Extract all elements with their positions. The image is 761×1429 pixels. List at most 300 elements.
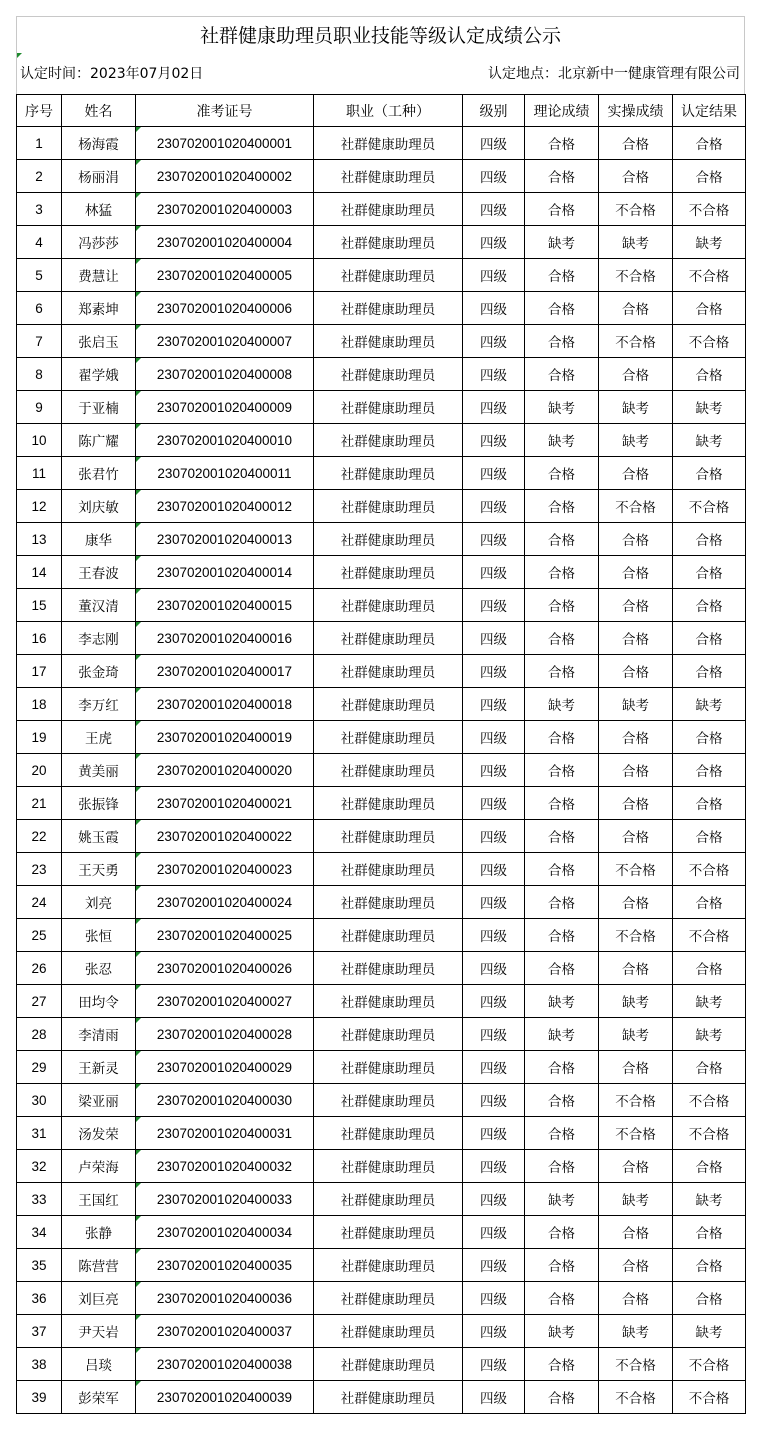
cell-seq[interactable]: 39 bbox=[17, 1381, 62, 1414]
cell-theory[interactable]: 合格 bbox=[525, 127, 599, 160]
header-theory[interactable]: 理论成绩 bbox=[525, 95, 599, 127]
cell-practice[interactable]: 合格 bbox=[599, 886, 673, 919]
cell-theory[interactable]: 合格 bbox=[525, 952, 599, 985]
cell-name[interactable]: 张君竹 bbox=[62, 457, 136, 490]
cell-practice[interactable]: 缺考 bbox=[599, 424, 673, 457]
cell-result[interactable]: 缺考 bbox=[673, 424, 746, 457]
cell-ticket-no[interactable]: 230702001020400036 bbox=[136, 1282, 314, 1315]
cell-occupation[interactable]: 社群健康助理员 bbox=[314, 1249, 463, 1282]
cell-name[interactable]: 董汉清 bbox=[62, 589, 136, 622]
title-cell[interactable] bbox=[16, 16, 745, 52]
cell-theory[interactable]: 合格 bbox=[525, 589, 599, 622]
cell-name[interactable]: 张振锋 bbox=[62, 787, 136, 820]
cell-occupation[interactable]: 社群健康助理员 bbox=[314, 490, 463, 523]
cell-theory[interactable]: 合格 bbox=[525, 523, 599, 556]
cell-ticket-no[interactable]: 230702001020400032 bbox=[136, 1150, 314, 1183]
header-level[interactable]: 级别 bbox=[463, 95, 525, 127]
cell-ticket-no[interactable]: 230702001020400038 bbox=[136, 1348, 314, 1381]
cell-ticket-no[interactable]: 230702001020400019 bbox=[136, 721, 314, 754]
cell-seq[interactable]: 3 bbox=[17, 193, 62, 226]
cell-seq[interactable]: 28 bbox=[17, 1018, 62, 1051]
cell-seq[interactable]: 2 bbox=[17, 160, 62, 193]
cell-theory[interactable]: 合格 bbox=[525, 1051, 599, 1084]
cell-name[interactable]: 王国红 bbox=[62, 1183, 136, 1216]
cell-ticket-no[interactable]: 230702001020400003 bbox=[136, 193, 314, 226]
cell-name[interactable]: 汤发荣 bbox=[62, 1117, 136, 1150]
cell-occupation[interactable]: 社群健康助理员 bbox=[314, 1150, 463, 1183]
cell-occupation[interactable]: 社群健康助理员 bbox=[314, 919, 463, 952]
cell-ticket-no[interactable]: 230702001020400005 bbox=[136, 259, 314, 292]
cell-practice[interactable]: 合格 bbox=[599, 1150, 673, 1183]
cell-seq[interactable]: 12 bbox=[17, 490, 62, 523]
cell-theory[interactable]: 合格 bbox=[525, 160, 599, 193]
cell-result[interactable]: 合格 bbox=[673, 754, 746, 787]
cell-ticket-no[interactable]: 230702001020400027 bbox=[136, 985, 314, 1018]
cell-theory[interactable]: 合格 bbox=[525, 556, 599, 589]
cell-result[interactable]: 合格 bbox=[673, 556, 746, 589]
cell-practice[interactable]: 合格 bbox=[599, 1282, 673, 1315]
cell-occupation[interactable]: 社群健康助理员 bbox=[314, 754, 463, 787]
cell-result[interactable]: 不合格 bbox=[673, 919, 746, 952]
cell-seq[interactable]: 35 bbox=[17, 1249, 62, 1282]
cell-name[interactable]: 彭荣军 bbox=[62, 1381, 136, 1414]
cell-seq[interactable]: 5 bbox=[17, 259, 62, 292]
cell-level[interactable]: 四级 bbox=[463, 1216, 525, 1249]
cell-theory[interactable]: 缺考 bbox=[525, 226, 599, 259]
cell-level[interactable]: 四级 bbox=[463, 1282, 525, 1315]
cell-ticket-no[interactable]: 230702001020400034 bbox=[136, 1216, 314, 1249]
cell-theory[interactable]: 合格 bbox=[525, 721, 599, 754]
cell-result[interactable]: 合格 bbox=[673, 1150, 746, 1183]
cell-result[interactable]: 合格 bbox=[673, 655, 746, 688]
cell-theory[interactable]: 缺考 bbox=[525, 688, 599, 721]
cell-seq[interactable]: 27 bbox=[17, 985, 62, 1018]
cell-theory[interactable]: 合格 bbox=[525, 292, 599, 325]
exam-place[interactable]: 认定地点：北京新中一健康管理有限公司 bbox=[488, 66, 740, 82]
cell-level[interactable]: 四级 bbox=[463, 358, 525, 391]
cell-result[interactable]: 合格 bbox=[673, 1216, 746, 1249]
cell-result[interactable]: 合格 bbox=[673, 787, 746, 820]
cell-level[interactable]: 四级 bbox=[463, 1018, 525, 1051]
cell-result[interactable]: 合格 bbox=[673, 1249, 746, 1282]
cell-result[interactable]: 合格 bbox=[673, 952, 746, 985]
cell-theory[interactable]: 缺考 bbox=[525, 1018, 599, 1051]
cell-theory[interactable]: 合格 bbox=[525, 358, 599, 391]
cell-occupation[interactable]: 社群健康助理员 bbox=[314, 622, 463, 655]
cell-result[interactable]: 不合格 bbox=[673, 325, 746, 358]
header-ticket-no[interactable]: 准考证号 bbox=[136, 95, 314, 127]
cell-level[interactable]: 四级 bbox=[463, 1315, 525, 1348]
cell-name[interactable]: 李志刚 bbox=[62, 622, 136, 655]
cell-name[interactable]: 刘庆敏 bbox=[62, 490, 136, 523]
cell-occupation[interactable]: 社群健康助理员 bbox=[314, 1183, 463, 1216]
cell-level[interactable]: 四级 bbox=[463, 655, 525, 688]
cell-ticket-no[interactable]: 230702001020400009 bbox=[136, 391, 314, 424]
cell-level[interactable]: 四级 bbox=[463, 589, 525, 622]
cell-level[interactable]: 四级 bbox=[463, 754, 525, 787]
cell-occupation[interactable]: 社群健康助理员 bbox=[314, 358, 463, 391]
cell-result[interactable]: 不合格 bbox=[673, 193, 746, 226]
cell-occupation[interactable]: 社群健康助理员 bbox=[314, 886, 463, 919]
cell-ticket-no[interactable]: 230702001020400001 bbox=[136, 127, 314, 160]
cell-seq[interactable]: 7 bbox=[17, 325, 62, 358]
cell-practice[interactable]: 不合格 bbox=[599, 853, 673, 886]
cell-theory[interactable]: 合格 bbox=[525, 490, 599, 523]
cell-seq[interactable]: 1 bbox=[17, 127, 62, 160]
cell-practice[interactable]: 缺考 bbox=[599, 391, 673, 424]
cell-occupation[interactable]: 社群健康助理员 bbox=[314, 160, 463, 193]
cell-occupation[interactable]: 社群健康助理员 bbox=[314, 853, 463, 886]
cell-seq[interactable]: 23 bbox=[17, 853, 62, 886]
cell-result[interactable]: 合格 bbox=[673, 457, 746, 490]
cell-name[interactable]: 张金琦 bbox=[62, 655, 136, 688]
cell-level[interactable]: 四级 bbox=[463, 259, 525, 292]
cell-level[interactable]: 四级 bbox=[463, 1183, 525, 1216]
cell-practice[interactable]: 合格 bbox=[599, 160, 673, 193]
cell-practice[interactable]: 合格 bbox=[599, 1216, 673, 1249]
cell-ticket-no[interactable]: 230702001020400026 bbox=[136, 952, 314, 985]
cell-theory[interactable]: 合格 bbox=[525, 193, 599, 226]
cell-ticket-no[interactable]: 230702001020400006 bbox=[136, 292, 314, 325]
cell-result[interactable]: 合格 bbox=[673, 820, 746, 853]
cell-result[interactable]: 不合格 bbox=[673, 1381, 746, 1414]
cell-theory[interactable]: 缺考 bbox=[525, 1315, 599, 1348]
cell-occupation[interactable]: 社群健康助理员 bbox=[314, 1051, 463, 1084]
cell-seq[interactable]: 19 bbox=[17, 721, 62, 754]
cell-name[interactable]: 杨海霞 bbox=[62, 127, 136, 160]
cell-practice[interactable]: 合格 bbox=[599, 754, 673, 787]
cell-occupation[interactable]: 社群健康助理员 bbox=[314, 1117, 463, 1150]
cell-name[interactable]: 李万红 bbox=[62, 688, 136, 721]
cell-practice[interactable]: 缺考 bbox=[599, 226, 673, 259]
cell-name[interactable]: 梁亚丽 bbox=[62, 1084, 136, 1117]
cell-level[interactable]: 四级 bbox=[463, 226, 525, 259]
cell-practice[interactable]: 合格 bbox=[599, 622, 673, 655]
cell-level[interactable]: 四级 bbox=[463, 457, 525, 490]
cell-occupation[interactable]: 社群健康助理员 bbox=[314, 1348, 463, 1381]
cell-level[interactable]: 四级 bbox=[463, 1051, 525, 1084]
cell-ticket-no[interactable]: 230702001020400025 bbox=[136, 919, 314, 952]
cell-practice[interactable]: 不合格 bbox=[599, 259, 673, 292]
cell-level[interactable]: 四级 bbox=[463, 292, 525, 325]
cell-level[interactable]: 四级 bbox=[463, 721, 525, 754]
cell-seq[interactable]: 34 bbox=[17, 1216, 62, 1249]
cell-seq[interactable]: 38 bbox=[17, 1348, 62, 1381]
cell-level[interactable]: 四级 bbox=[463, 886, 525, 919]
cell-level[interactable]: 四级 bbox=[463, 985, 525, 1018]
cell-level[interactable]: 四级 bbox=[463, 622, 525, 655]
cell-practice[interactable]: 不合格 bbox=[599, 193, 673, 226]
cell-practice[interactable]: 缺考 bbox=[599, 1183, 673, 1216]
cell-result[interactable]: 缺考 bbox=[673, 985, 746, 1018]
cell-result[interactable]: 缺考 bbox=[673, 688, 746, 721]
cell-name[interactable]: 田均令 bbox=[62, 985, 136, 1018]
cell-theory[interactable]: 合格 bbox=[525, 622, 599, 655]
cell-occupation[interactable]: 社群健康助理员 bbox=[314, 1018, 463, 1051]
cell-name[interactable]: 冯莎莎 bbox=[62, 226, 136, 259]
cell-seq[interactable]: 13 bbox=[17, 523, 62, 556]
cell-name[interactable]: 翟学娥 bbox=[62, 358, 136, 391]
cell-name[interactable]: 姚玉霞 bbox=[62, 820, 136, 853]
cell-seq[interactable]: 29 bbox=[17, 1051, 62, 1084]
cell-seq[interactable]: 36 bbox=[17, 1282, 62, 1315]
cell-level[interactable]: 四级 bbox=[463, 919, 525, 952]
cell-result[interactable]: 不合格 bbox=[673, 259, 746, 292]
cell-ticket-no[interactable]: 230702001020400030 bbox=[136, 1084, 314, 1117]
cell-theory[interactable]: 合格 bbox=[525, 259, 599, 292]
cell-result[interactable]: 缺考 bbox=[673, 1183, 746, 1216]
cell-result[interactable]: 合格 bbox=[673, 523, 746, 556]
cell-theory[interactable]: 合格 bbox=[525, 1249, 599, 1282]
cell-name[interactable]: 林猛 bbox=[62, 193, 136, 226]
cell-level[interactable]: 四级 bbox=[463, 325, 525, 358]
cell-ticket-no[interactable]: 230702001020400028 bbox=[136, 1018, 314, 1051]
cell-seq[interactable]: 22 bbox=[17, 820, 62, 853]
cell-result[interactable]: 合格 bbox=[673, 721, 746, 754]
cell-level[interactable]: 四级 bbox=[463, 1381, 525, 1414]
cell-theory[interactable]: 合格 bbox=[525, 820, 599, 853]
cell-practice[interactable]: 合格 bbox=[599, 721, 673, 754]
cell-seq[interactable]: 14 bbox=[17, 556, 62, 589]
cell-level[interactable]: 四级 bbox=[463, 1117, 525, 1150]
cell-practice[interactable]: 合格 bbox=[599, 655, 673, 688]
cell-occupation[interactable]: 社群健康助理员 bbox=[314, 1381, 463, 1414]
cell-result[interactable]: 缺考 bbox=[673, 1315, 746, 1348]
cell-ticket-no[interactable]: 230702001020400017 bbox=[136, 655, 314, 688]
cell-level[interactable]: 四级 bbox=[463, 952, 525, 985]
header-occupation[interactable]: 职业（工种） bbox=[314, 95, 463, 127]
cell-ticket-no[interactable]: 230702001020400039 bbox=[136, 1381, 314, 1414]
cell-occupation[interactable]: 社群健康助理员 bbox=[314, 193, 463, 226]
cell-practice[interactable]: 合格 bbox=[599, 358, 673, 391]
cell-theory[interactable]: 合格 bbox=[525, 1117, 599, 1150]
cell-theory[interactable]: 合格 bbox=[525, 919, 599, 952]
cell-theory[interactable]: 合格 bbox=[525, 754, 599, 787]
cell-name[interactable]: 尹天岩 bbox=[62, 1315, 136, 1348]
cell-theory[interactable]: 合格 bbox=[525, 1150, 599, 1183]
cell-occupation[interactable]: 社群健康助理员 bbox=[314, 325, 463, 358]
cell-theory[interactable]: 合格 bbox=[525, 655, 599, 688]
cell-theory[interactable]: 合格 bbox=[525, 457, 599, 490]
cell-practice[interactable]: 合格 bbox=[599, 1249, 673, 1282]
cell-name[interactable]: 费慧让 bbox=[62, 259, 136, 292]
cell-ticket-no[interactable]: 230702001020400021 bbox=[136, 787, 314, 820]
header-seq[interactable]: 序号 bbox=[17, 95, 62, 127]
cell-result[interactable]: 合格 bbox=[673, 292, 746, 325]
cell-ticket-no[interactable]: 230702001020400013 bbox=[136, 523, 314, 556]
header-name[interactable]: 姓名 bbox=[62, 95, 136, 127]
cell-name[interactable]: 吕琰 bbox=[62, 1348, 136, 1381]
cell-seq[interactable]: 10 bbox=[17, 424, 62, 457]
cell-occupation[interactable]: 社群健康助理员 bbox=[314, 1084, 463, 1117]
cell-occupation[interactable]: 社群健康助理员 bbox=[314, 985, 463, 1018]
cell-occupation[interactable]: 社群健康助理员 bbox=[314, 787, 463, 820]
cell-name[interactable]: 刘巨亮 bbox=[62, 1282, 136, 1315]
cell-practice[interactable]: 合格 bbox=[599, 523, 673, 556]
cell-practice[interactable]: 不合格 bbox=[599, 1348, 673, 1381]
cell-practice[interactable]: 缺考 bbox=[599, 688, 673, 721]
cell-occupation[interactable]: 社群健康助理员 bbox=[314, 952, 463, 985]
cell-name[interactable]: 陈营营 bbox=[62, 1249, 136, 1282]
cell-result[interactable]: 合格 bbox=[673, 589, 746, 622]
cell-name[interactable]: 于亚楠 bbox=[62, 391, 136, 424]
cell-result[interactable]: 合格 bbox=[673, 1282, 746, 1315]
cell-name[interactable]: 刘亮 bbox=[62, 886, 136, 919]
cell-seq[interactable]: 15 bbox=[17, 589, 62, 622]
cell-name[interactable]: 王天勇 bbox=[62, 853, 136, 886]
cell-seq[interactable]: 4 bbox=[17, 226, 62, 259]
cell-practice[interactable]: 合格 bbox=[599, 1051, 673, 1084]
cell-occupation[interactable]: 社群健康助理员 bbox=[314, 292, 463, 325]
cell-ticket-no[interactable]: 230702001020400023 bbox=[136, 853, 314, 886]
cell-result[interactable]: 合格 bbox=[673, 127, 746, 160]
cell-ticket-no[interactable]: 230702001020400020 bbox=[136, 754, 314, 787]
cell-practice[interactable]: 缺考 bbox=[599, 1315, 673, 1348]
cell-level[interactable]: 四级 bbox=[463, 127, 525, 160]
cell-ticket-no[interactable]: 230702001020400007 bbox=[136, 325, 314, 358]
cell-theory[interactable]: 合格 bbox=[525, 787, 599, 820]
cell-name[interactable]: 王新灵 bbox=[62, 1051, 136, 1084]
cell-seq[interactable]: 25 bbox=[17, 919, 62, 952]
cell-seq[interactable]: 6 bbox=[17, 292, 62, 325]
cell-ticket-no[interactable]: 230702001020400012 bbox=[136, 490, 314, 523]
cell-ticket-no[interactable]: 230702001020400022 bbox=[136, 820, 314, 853]
cell-name[interactable]: 张恒 bbox=[62, 919, 136, 952]
cell-occupation[interactable]: 社群健康助理员 bbox=[314, 391, 463, 424]
cell-practice[interactable]: 合格 bbox=[599, 952, 673, 985]
header-result[interactable]: 认定结果 bbox=[673, 95, 746, 127]
cell-name[interactable]: 卢荣海 bbox=[62, 1150, 136, 1183]
cell-level[interactable]: 四级 bbox=[463, 688, 525, 721]
cell-level[interactable]: 四级 bbox=[463, 556, 525, 589]
cell-level[interactable]: 四级 bbox=[463, 1249, 525, 1282]
cell-name[interactable]: 陈广耀 bbox=[62, 424, 136, 457]
cell-ticket-no[interactable]: 230702001020400011 bbox=[136, 457, 314, 490]
cell-occupation[interactable]: 社群健康助理员 bbox=[314, 457, 463, 490]
cell-name[interactable]: 张启玉 bbox=[62, 325, 136, 358]
cell-theory[interactable]: 合格 bbox=[525, 1084, 599, 1117]
cell-practice[interactable]: 合格 bbox=[599, 457, 673, 490]
cell-ticket-no[interactable]: 230702001020400024 bbox=[136, 886, 314, 919]
cell-seq[interactable]: 17 bbox=[17, 655, 62, 688]
cell-practice[interactable]: 不合格 bbox=[599, 1381, 673, 1414]
header-practice[interactable]: 实操成绩 bbox=[599, 95, 673, 127]
cell-level[interactable]: 四级 bbox=[463, 1084, 525, 1117]
cell-theory[interactable]: 合格 bbox=[525, 1216, 599, 1249]
cell-result[interactable]: 缺考 bbox=[673, 226, 746, 259]
cell-ticket-no[interactable]: 230702001020400035 bbox=[136, 1249, 314, 1282]
cell-practice[interactable]: 不合格 bbox=[599, 490, 673, 523]
cell-practice[interactable]: 合格 bbox=[599, 589, 673, 622]
cell-occupation[interactable]: 社群健康助理员 bbox=[314, 424, 463, 457]
cell-level[interactable]: 四级 bbox=[463, 424, 525, 457]
cell-seq[interactable]: 32 bbox=[17, 1150, 62, 1183]
cell-level[interactable]: 四级 bbox=[463, 193, 525, 226]
cell-occupation[interactable]: 社群健康助理员 bbox=[314, 127, 463, 160]
cell-practice[interactable]: 合格 bbox=[599, 820, 673, 853]
cell-result[interactable]: 合格 bbox=[673, 160, 746, 193]
cell-name[interactable]: 张忍 bbox=[62, 952, 136, 985]
cell-practice[interactable]: 合格 bbox=[599, 292, 673, 325]
cell-seq[interactable]: 37 bbox=[17, 1315, 62, 1348]
cell-practice[interactable]: 不合格 bbox=[599, 1084, 673, 1117]
cell-result[interactable]: 合格 bbox=[673, 622, 746, 655]
cell-practice[interactable]: 合格 bbox=[599, 127, 673, 160]
cell-seq[interactable]: 8 bbox=[17, 358, 62, 391]
cell-ticket-no[interactable]: 230702001020400018 bbox=[136, 688, 314, 721]
cell-occupation[interactable]: 社群健康助理员 bbox=[314, 1282, 463, 1315]
cell-theory[interactable]: 合格 bbox=[525, 853, 599, 886]
cell-seq[interactable]: 31 bbox=[17, 1117, 62, 1150]
cell-occupation[interactable]: 社群健康助理员 bbox=[314, 820, 463, 853]
cell-result[interactable]: 不合格 bbox=[673, 1084, 746, 1117]
cell-ticket-no[interactable]: 230702001020400004 bbox=[136, 226, 314, 259]
cell-name[interactable]: 李清雨 bbox=[62, 1018, 136, 1051]
cell-practice[interactable]: 合格 bbox=[599, 556, 673, 589]
cell-level[interactable]: 四级 bbox=[463, 787, 525, 820]
cell-seq[interactable]: 16 bbox=[17, 622, 62, 655]
cell-occupation[interactable]: 社群健康助理员 bbox=[314, 556, 463, 589]
cell-practice[interactable]: 不合格 bbox=[599, 1117, 673, 1150]
cell-ticket-no[interactable]: 230702001020400010 bbox=[136, 424, 314, 457]
cell-level[interactable]: 四级 bbox=[463, 160, 525, 193]
cell-theory[interactable]: 缺考 bbox=[525, 391, 599, 424]
cell-result[interactable]: 缺考 bbox=[673, 391, 746, 424]
cell-ticket-no[interactable]: 230702001020400033 bbox=[136, 1183, 314, 1216]
cell-seq[interactable]: 30 bbox=[17, 1084, 62, 1117]
cell-result[interactable]: 不合格 bbox=[673, 1117, 746, 1150]
cell-result[interactable]: 不合格 bbox=[673, 490, 746, 523]
cell-theory[interactable]: 合格 bbox=[525, 886, 599, 919]
cell-name[interactable]: 郑素坤 bbox=[62, 292, 136, 325]
cell-theory[interactable]: 缺考 bbox=[525, 424, 599, 457]
cell-practice[interactable]: 不合格 bbox=[599, 919, 673, 952]
cell-level[interactable]: 四级 bbox=[463, 523, 525, 556]
cell-seq[interactable]: 21 bbox=[17, 787, 62, 820]
cell-occupation[interactable]: 社群健康助理员 bbox=[314, 589, 463, 622]
cell-practice[interactable]: 合格 bbox=[599, 787, 673, 820]
cell-occupation[interactable]: 社群健康助理员 bbox=[314, 523, 463, 556]
cell-ticket-no[interactable]: 230702001020400029 bbox=[136, 1051, 314, 1084]
cell-level[interactable]: 四级 bbox=[463, 490, 525, 523]
cell-result[interactable]: 合格 bbox=[673, 1051, 746, 1084]
cell-ticket-no[interactable]: 230702001020400002 bbox=[136, 160, 314, 193]
cell-theory[interactable]: 合格 bbox=[525, 1282, 599, 1315]
cell-occupation[interactable]: 社群健康助理员 bbox=[314, 655, 463, 688]
cell-occupation[interactable]: 社群健康助理员 bbox=[314, 1315, 463, 1348]
cell-seq[interactable]: 33 bbox=[17, 1183, 62, 1216]
cell-ticket-no[interactable]: 230702001020400015 bbox=[136, 589, 314, 622]
cell-name[interactable]: 王春波 bbox=[62, 556, 136, 589]
cell-practice[interactable]: 缺考 bbox=[599, 985, 673, 1018]
cell-result[interactable]: 合格 bbox=[673, 886, 746, 919]
cell-theory[interactable]: 合格 bbox=[525, 1381, 599, 1414]
cell-occupation[interactable]: 社群健康助理员 bbox=[314, 688, 463, 721]
cell-ticket-no[interactable]: 230702001020400031 bbox=[136, 1117, 314, 1150]
cell-seq[interactable]: 11 bbox=[17, 457, 62, 490]
cell-theory[interactable]: 合格 bbox=[525, 1348, 599, 1381]
cell-seq[interactable]: 18 bbox=[17, 688, 62, 721]
cell-name[interactable]: 杨丽涓 bbox=[62, 160, 136, 193]
cell-occupation[interactable]: 社群健康助理员 bbox=[314, 226, 463, 259]
cell-seq[interactable]: 26 bbox=[17, 952, 62, 985]
cell-seq[interactable]: 20 bbox=[17, 754, 62, 787]
cell-practice[interactable]: 不合格 bbox=[599, 325, 673, 358]
cell-result[interactable]: 不合格 bbox=[673, 1348, 746, 1381]
cell-ticket-no[interactable]: 230702001020400008 bbox=[136, 358, 314, 391]
cell-occupation[interactable]: 社群健康助理员 bbox=[314, 721, 463, 754]
cell-ticket-no[interactable]: 230702001020400014 bbox=[136, 556, 314, 589]
